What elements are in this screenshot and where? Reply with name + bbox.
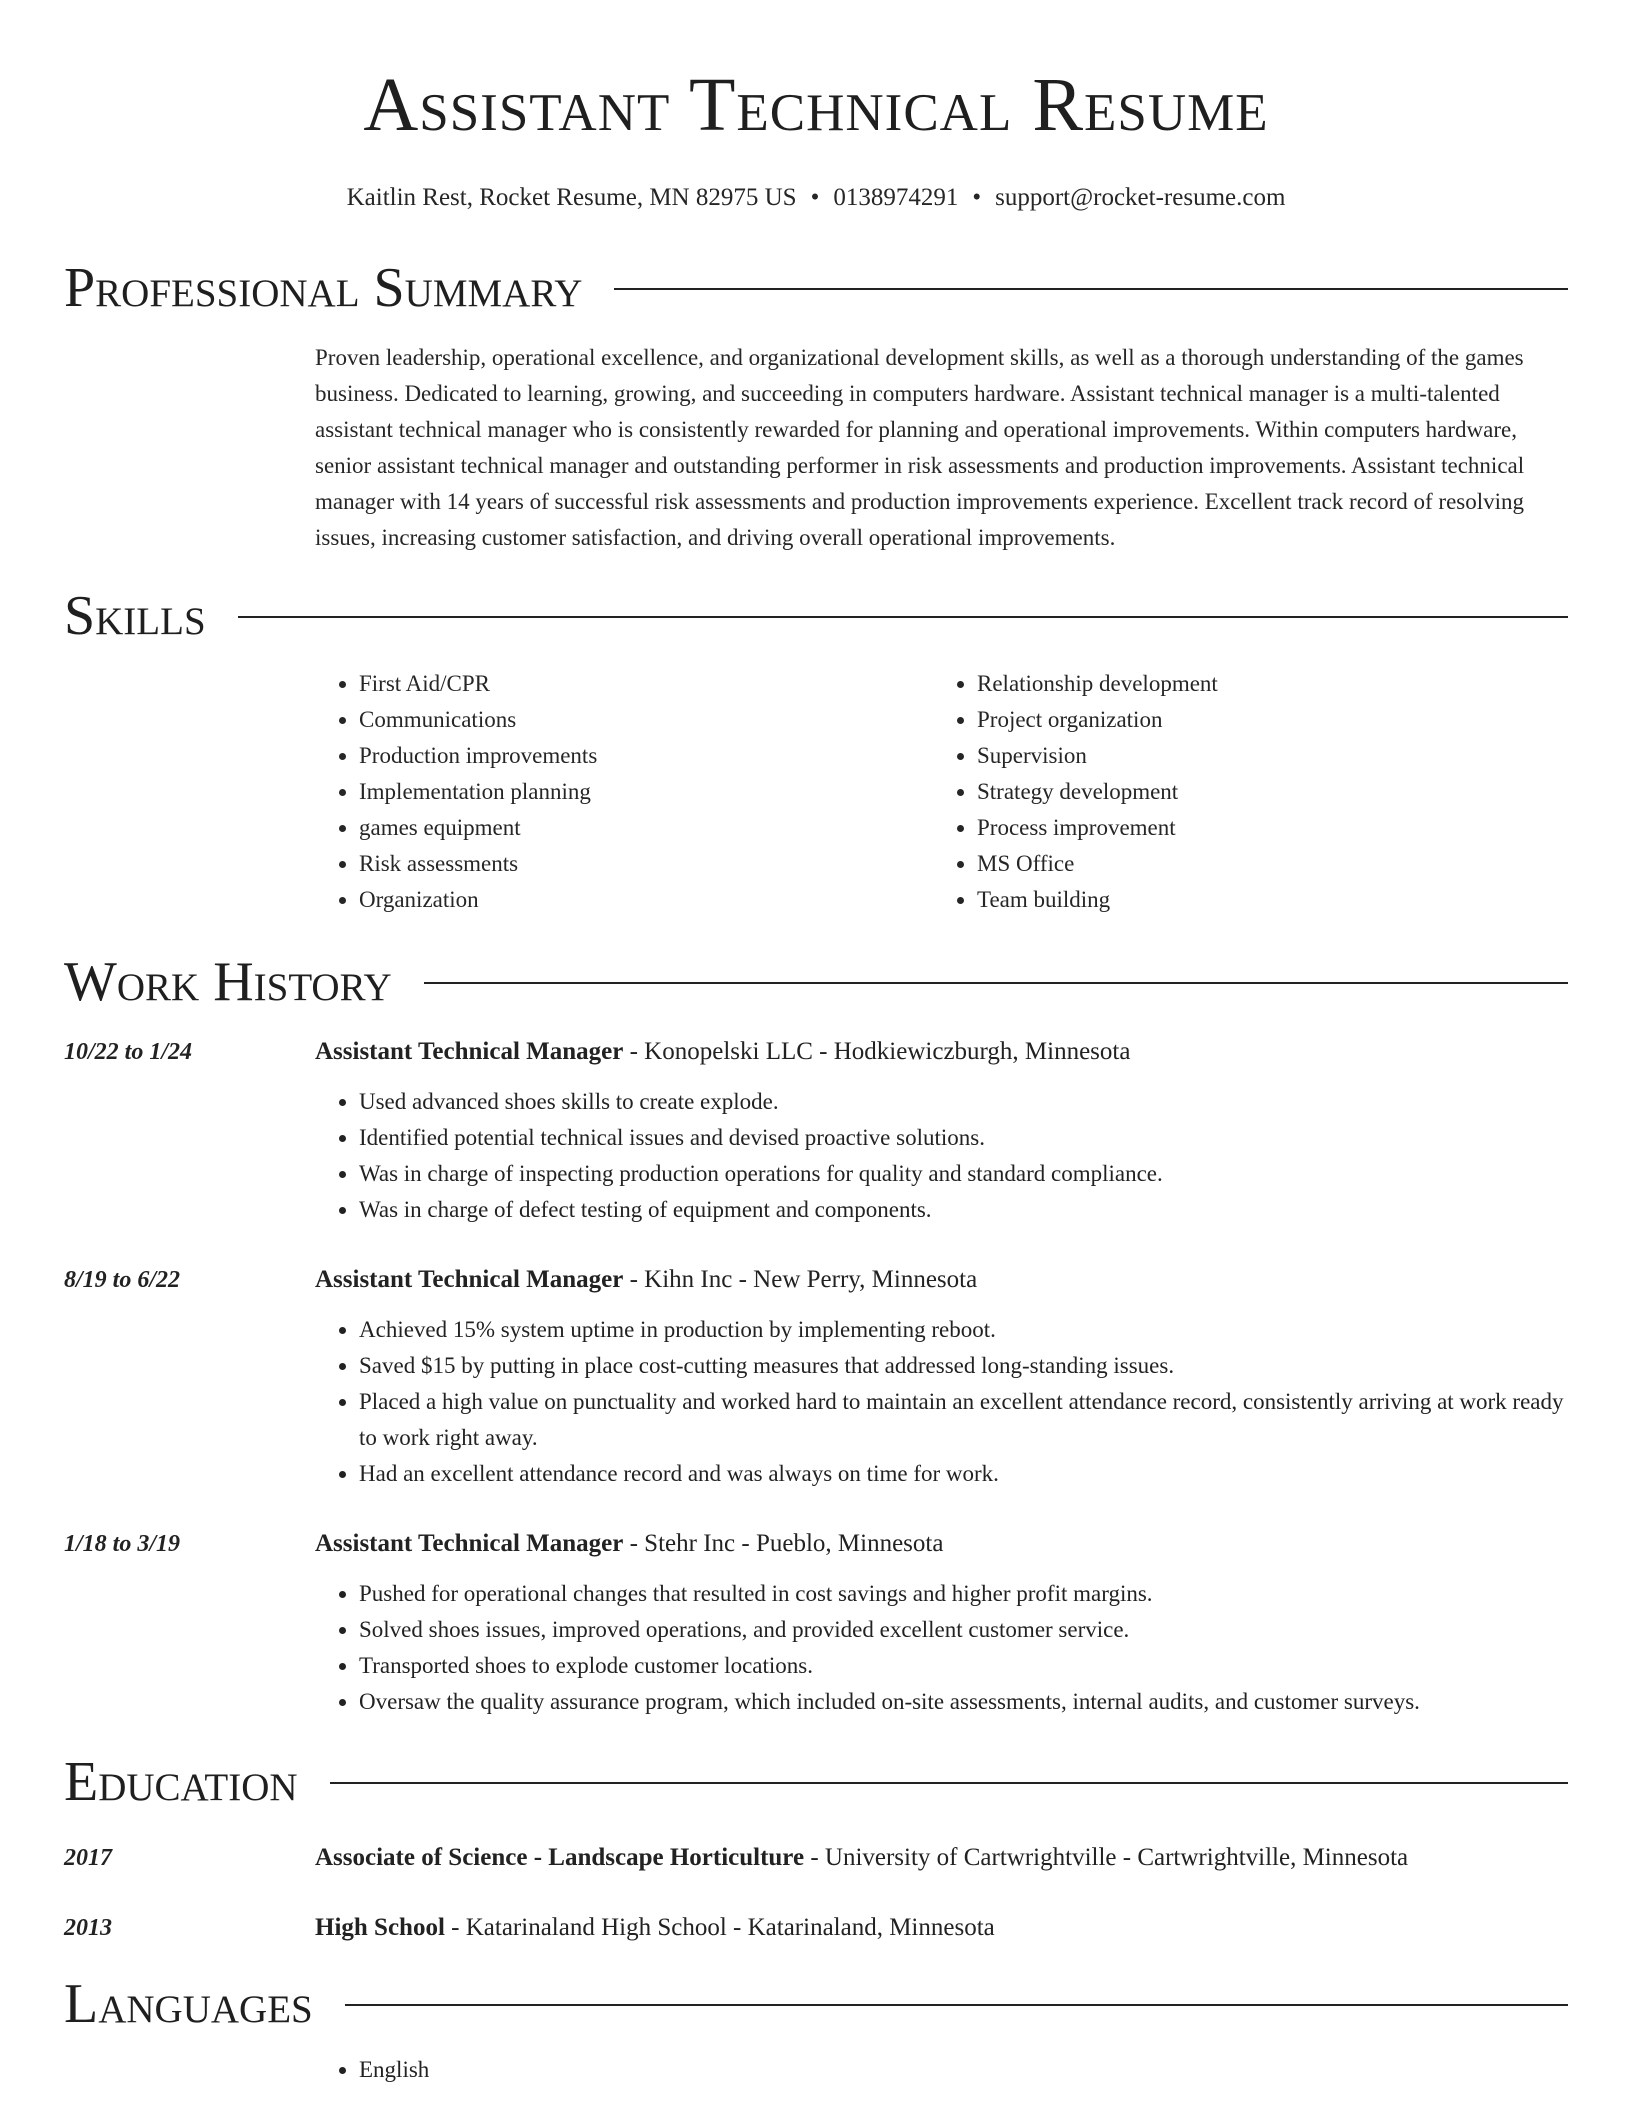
- work-content: [315, 1034, 1163, 1228]
- skills-list: [315, 666, 1568, 918]
- skill-item: • Team building: [977, 882, 1218, 918]
- skill-item: • Organization: [359, 882, 933, 918]
- section-divider: [424, 982, 1568, 984]
- work-bullet: • Identified potential technical issues and devised proactive solutions.: [359, 1120, 1163, 1156]
- job-title: Assistant Technical Manager: [315, 1266, 624, 1293]
- work-bullet: • Was in charge of inspecting production operations for quality and standard compliance.: [359, 1156, 1163, 1192]
- work-entry: [64, 1262, 1568, 1492]
- education-heading: Education: [64, 1751, 298, 1813]
- work-bullet: • Had an excellent attendance record and was always on time for work.: [359, 1456, 1568, 1492]
- work-headline: [315, 1262, 1568, 1298]
- school-details: - University of Cartwrightville - Cartwrightville, Minnesota: [804, 1844, 1409, 1871]
- skill-item: • Supervision: [977, 738, 1218, 774]
- skill-item: • Strategy development: [977, 774, 1218, 810]
- education-headline: [315, 1840, 1408, 1876]
- skills-column-right: [933, 666, 1218, 918]
- contact-line: [64, 182, 1568, 214]
- contact-phone: 0138974291: [833, 184, 959, 211]
- contact-email[interactable]: support@rocket-resume.com: [995, 184, 1286, 211]
- work-section-header: [64, 948, 1568, 1016]
- work-bullet: • Pushed for operational changes that resulted in cost savings and higher profit margins.: [359, 1576, 1420, 1612]
- work-entry: [64, 1526, 1568, 1720]
- skills-column-left: [315, 666, 933, 918]
- skills-section-header: [64, 582, 1568, 650]
- languages-heading: Languages: [64, 1973, 313, 2035]
- job-details: - Konopelski LLC - Hodkiewiczburgh, Minnesota: [623, 1038, 1131, 1065]
- work-bullet: • Used advanced shoes skills to create explode.: [359, 1084, 1163, 1120]
- summary-heading: Professional Summary: [64, 257, 583, 319]
- education-entry: [64, 1910, 1568, 1946]
- skill-item: • MS Office: [977, 846, 1218, 882]
- work-date: 1/18 to 3/19: [64, 1531, 181, 1557]
- work-headline: [315, 1034, 1163, 1070]
- skill-item: • Project organization: [977, 702, 1218, 738]
- work-bullet: • Transported shoes to explode customer locations.: [359, 1648, 1420, 1684]
- skill-item: • Implementation planning: [359, 774, 933, 810]
- work-bullets: [315, 1312, 1568, 1492]
- work-bullets: [315, 1084, 1163, 1228]
- job-title: Assistant Technical Manager: [315, 1038, 624, 1065]
- work-content: [315, 1526, 1420, 1720]
- work-entry: [64, 1034, 1568, 1228]
- work-date: 8/19 to 6/22: [64, 1267, 181, 1293]
- work-content: [315, 1262, 1568, 1492]
- work-bullet: • Placed a high value on punctuality and worked hard to maintain an excellent attendance record, consistently arriving at work ready to work right away.: [359, 1384, 1568, 1456]
- work-headline: [315, 1526, 1420, 1562]
- work-bullet: • Solved shoes issues, improved operations, and provided excellent customer service.: [359, 1612, 1420, 1648]
- work-bullets: [315, 1576, 1420, 1720]
- work-bullet: • Was in charge of defect testing of equipment and components.: [359, 1192, 1163, 1228]
- summary-section-header: [64, 254, 1568, 322]
- skill-item: • Risk assessments: [359, 846, 933, 882]
- languages-list: [315, 2052, 1568, 2088]
- skill-item: • First Aid/CPR: [359, 666, 933, 702]
- section-divider: [614, 288, 1568, 290]
- section-divider: [238, 616, 1568, 618]
- skill-item: • Process improvement: [977, 810, 1218, 846]
- resume-page: [64, 0, 1568, 2088]
- skill-item: • Communications: [359, 702, 933, 738]
- language-item: • English: [359, 2052, 1568, 2088]
- skill-item: • Production improvements: [359, 738, 933, 774]
- education-entry: [64, 1840, 1568, 1876]
- job-title: Assistant Technical Manager: [315, 1530, 624, 1557]
- work-bullet: • Oversaw the quality assurance program, which included on-site assessments, internal audits, and customer surveys.: [359, 1684, 1420, 1720]
- degree-name: Associate of Science - Landscape Horticulture: [315, 1844, 805, 1871]
- section-divider: [345, 2004, 1568, 2006]
- skills-heading: Skills: [64, 585, 206, 647]
- job-details: - Kihn Inc - New Perry, Minnesota: [623, 1266, 978, 1293]
- degree-name: High School: [315, 1914, 445, 1941]
- work-bullet: • Achieved 15% system uptime in production by implementing reboot.: [359, 1312, 1568, 1348]
- skill-item: • Relationship development: [977, 666, 1218, 702]
- contact-separator: •: [972, 184, 982, 211]
- section-divider: [330, 1782, 1568, 1784]
- education-date: 2017: [64, 1845, 112, 1871]
- work-bullet: • Saved $15 by putting in place cost-cutting measures that addressed long-standing issues.: [359, 1348, 1568, 1384]
- languages-section-header: [64, 1970, 1568, 2038]
- work-date: 10/22 to 1/24: [64, 1039, 193, 1065]
- resume-title: Assistant Technical Resume: [363, 63, 1269, 147]
- skill-item: • games equipment: [359, 810, 933, 846]
- education-headline: [315, 1910, 995, 1946]
- education-date: 2013: [64, 1915, 112, 1941]
- contact-address: Kaitlin Rest, Rocket Resume, MN 82975 US: [346, 184, 797, 211]
- work-heading: Work History: [64, 951, 392, 1013]
- contact-separator: •: [810, 184, 820, 211]
- job-details: - Stehr Inc - Pueblo, Minnesota: [623, 1530, 944, 1557]
- summary-text: Proven leadership, operational excellence, and organizational development skills, as well as a thorough understanding of the games business. Dedicated to learning, growing, and succeeding in computers hardware. Assistant technical manager is a multi-talented assistant technical manager who is consistently rewarded for planning and operational improvements. Within computers hardware, senior assistant technical manager and outstanding performer in risk assessments and production improvements. Assistant technical manager with 14 years of successful risk assessments and production improvements experience. Excellent track record of resolving issues, increasing customer satisfaction, and driving overall operational improvements.: [315, 345, 1525, 550]
- school-details: - Katarinaland High School - Katarinaland, Minnesota: [444, 1914, 995, 1941]
- education-section-header: [64, 1748, 1568, 1816]
